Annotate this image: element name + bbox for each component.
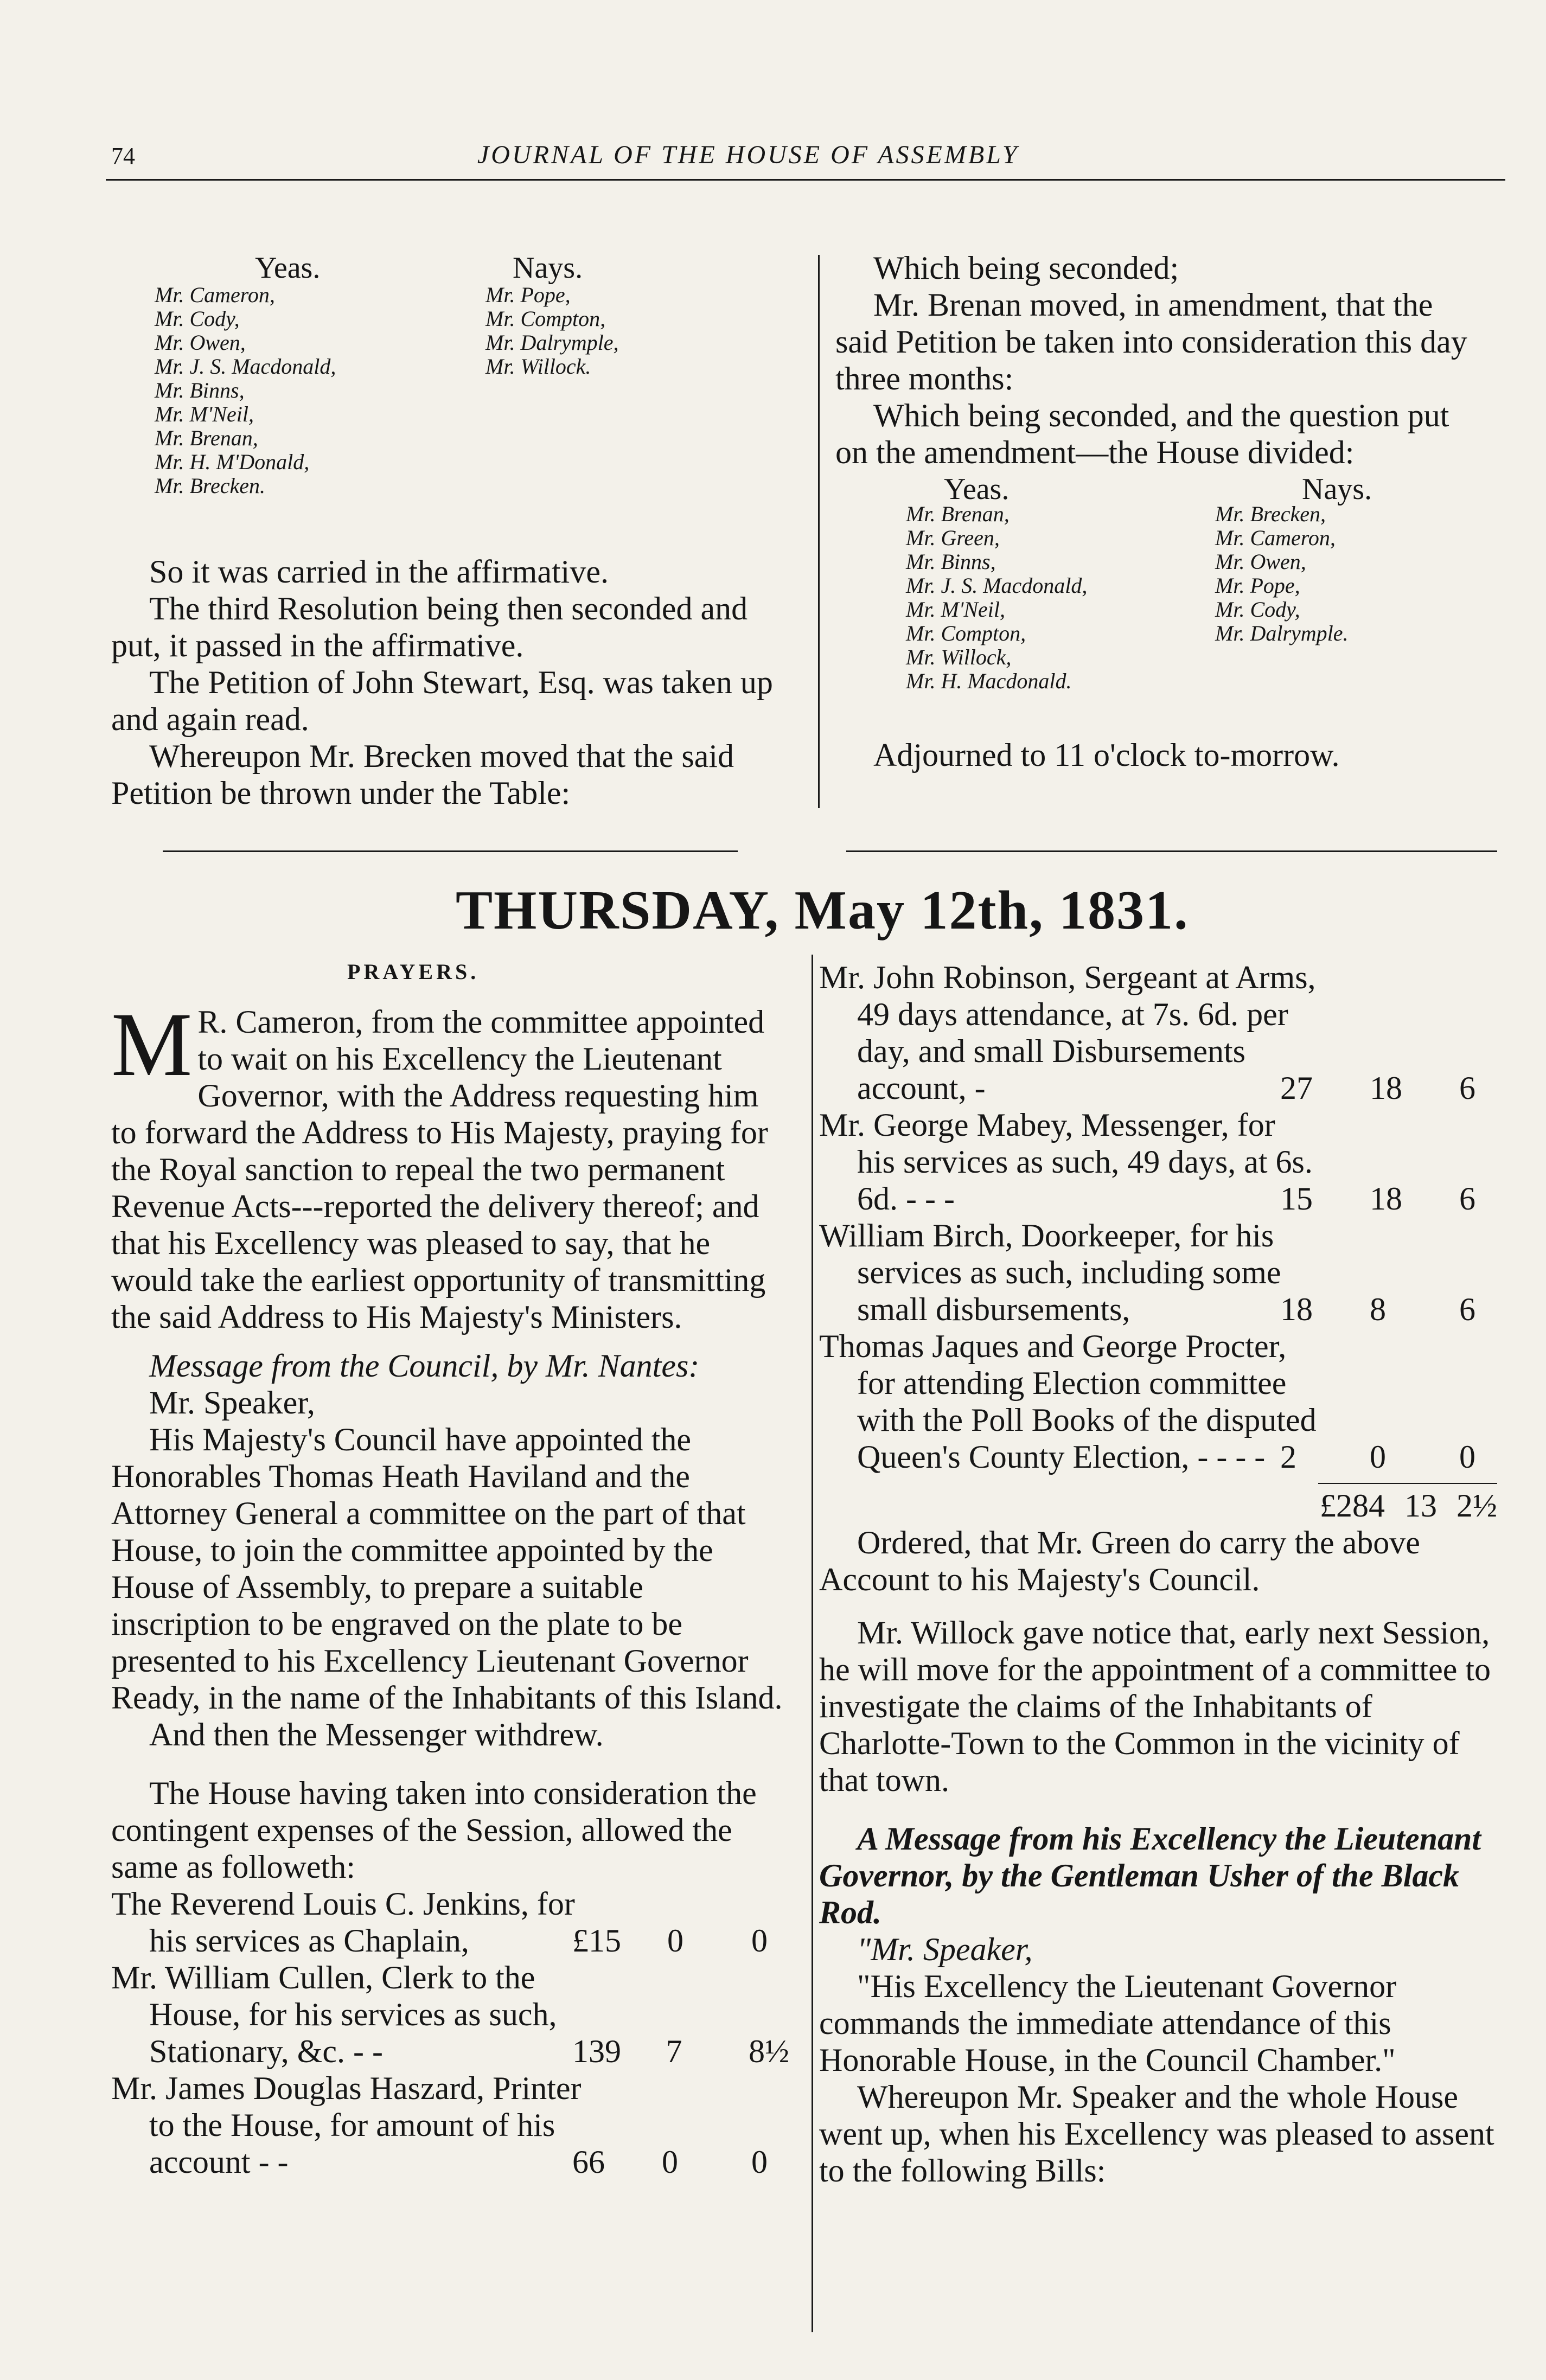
list-item: Mr. Cameron, — [155, 283, 275, 307]
list-item: Mr. Owen, — [1215, 549, 1306, 574]
paragraph: So it was carried in the affirmative. — [149, 554, 609, 590]
yeas-label: Yeas. — [944, 472, 1010, 506]
message-body: His Majesty's Council have appointed the Honorables Thomas Heath Haviland and the Attorney General a committee on the part of that House, to join the committee appointed by the House of Assembly, to prepare a suitable inscription to be engraved on the plate to be presented to his Excellency Lieutenant Governor Ready, in the name of the Inhabitants of this Island. — [111, 1422, 783, 1716]
list-item: Mr. Dalrymple, — [485, 330, 619, 355]
paragraph: Whereupon Mr. Brecken moved that the said Petition be thrown under the Table: — [111, 738, 734, 811]
column-divider — [812, 955, 813, 2332]
list-item: Mr. M'Neil, — [155, 402, 254, 426]
account-entry: Mr. John Robinson, Sergeant at Arms, 49 days attendance, at 7s. 6d. per day, and small Disbursements account, - 27 18 6 — [819, 959, 1475, 1106]
message-speaker: Mr. Speaker, — [149, 1385, 315, 1421]
message-body: "His Excellency the Lieutenant Governor commands the immediate attendance of this Honorable House, in the Council Chamber." — [819, 1968, 1397, 2078]
list-item: Mr. Dalrymple. — [1215, 621, 1349, 645]
nays-list — [1215, 502, 1349, 645]
total-rule — [1318, 1483, 1497, 1484]
yeas-label: Yeas. — [255, 251, 321, 285]
top-left-column — [111, 249, 800, 811]
list-item: Mr. Binns, — [155, 378, 245, 402]
paragraph: Ordered, that Mr. Green do carry the above Account to his Majesty's Council. — [819, 1525, 1420, 1597]
header-rule — [106, 179, 1505, 181]
top-right-column — [835, 249, 1481, 773]
list-item: Mr. Compton, — [485, 306, 606, 331]
drop-cap: M — [111, 994, 193, 1095]
paragraph: And then the Messenger withdrew. — [149, 1717, 604, 1752]
committee-report: M R. Cameron, from the committee appointed to wait on his Excellency the Lieutenant Governor, with the Address requesting him to forward the Address to His Majesty, praying for the Royal sanction to repeal the two permanent Revenue Acts---reported the delivery thereof; and that his Excellency was pleased to say, that he would take the earliest opportunity of transmitting the said Address to His Majesty's Ministers. — [111, 994, 768, 1335]
paragraph: Which being seconded; — [873, 250, 1179, 286]
account-entry: Mr. George Mabey, Messenger, for his services as such, 49 days, at 6s. 6d. - - - 15 18 6 — [819, 1107, 1475, 1217]
prayers-heading: PRAYERS. — [347, 959, 480, 984]
paragraph: Mr. Willock gave notice that, early next Session, he will move for the appointment of a committee to investigate the claims of the Inhabitants of Charlotte-Town to the Common in the vicinity of that town. — [819, 1615, 1491, 1798]
lower-left-column — [111, 994, 789, 2180]
nays-label: Nays. — [1302, 472, 1372, 506]
list-item: Mr. Willock. — [485, 354, 591, 379]
list-item: Mr. Willock, — [906, 645, 1012, 669]
day-heading: THURSDAY, May 12th, 1831. — [456, 880, 1189, 941]
list-item: Mr. Brenan, — [155, 426, 258, 450]
running-head: JOURNAL OF THE HOUSE OF ASSEMBLY — [477, 140, 1019, 169]
account-entry: William Birch, Doorkeeper, for his services as such, including some small disbursements, 18 8 6 — [819, 1218, 1475, 1327]
page-number: 74 — [111, 143, 135, 169]
list-item: Mr. M'Neil, — [906, 597, 1005, 622]
message-speaker: "Mr. Speaker, — [857, 1931, 1033, 1967]
paragraph: The Petition of John Stewart, Esq. was taken up and again read. — [111, 664, 773, 737]
list-item: Mr. H. Macdonald. — [906, 669, 1072, 693]
list-item: Mr. H. M'Donald, — [155, 450, 310, 474]
list-item: Mr. J. S. Macdonald, — [155, 354, 336, 379]
yeas-list — [155, 283, 336, 498]
list-item: Mr. Pope, — [1215, 573, 1300, 598]
message-heading: Message from the Council, by Mr. Nantes: — [149, 1348, 700, 1384]
account-entry: Thomas Jaques and George Procter, for attending Election committee with the Poll Books of the disputed Queen's County Election, - - - - 2 0 0 — [819, 1328, 1475, 1475]
lower-right-column — [819, 959, 1497, 2189]
list-item: Mr. Brenan, — [906, 502, 1010, 526]
column-divider — [818, 255, 820, 808]
list-item: Mr. Compton, — [906, 621, 1026, 645]
paragraph: Whereupon Mr. Speaker and the whole House went up, when his Excellency was pleased to assent to the following Bills: — [819, 2079, 1494, 2189]
paragraph: The third Resolution being then seconded and put, it passed in the affirmative. — [111, 591, 748, 663]
section-rule — [163, 850, 738, 852]
nays-label: Nays. — [513, 251, 583, 285]
message-heading: A Message from his Excellency the Lieutenant Governor, by the Gentleman Usher of the Black Rod. — [819, 1821, 1481, 1930]
list-item: Mr. Brecken. — [155, 474, 265, 498]
yeas-list — [906, 502, 1087, 693]
division-list-2 — [835, 471, 1481, 726]
section-rule — [846, 850, 1497, 852]
list-item: Mr. Cody, — [155, 306, 240, 331]
adjourned-note: Adjourned to 11 o'clock to-morrow. — [873, 737, 1340, 773]
division-list-1 — [111, 249, 800, 553]
account-entry: Mr. William Cullen, Clerk to the House, for his services as such, Stationary, &c. - - 139 7 8½ — [111, 1960, 789, 2069]
account-entry: Mr. James Douglas Haszard, Printer to the House, for amount of his account - - 66 0 0 — [111, 2070, 768, 2180]
list-item: Mr. Cody, — [1215, 597, 1300, 622]
paragraph: The House having taken into consideration the contingent expenses of the Session, allowed the same as followeth: — [111, 1775, 757, 1885]
account-entry: The Reverend Louis C. Jenkins, for his services as Chaplain, £15 0 0 — [111, 1886, 768, 1959]
nays-list — [485, 283, 619, 379]
list-item: Mr. Binns, — [906, 549, 996, 574]
paragraph: Mr. Brenan moved, in amendment, that the said Petition be taken into consideration this day three months: — [835, 287, 1467, 396]
paragraph: Which being seconded, and the question put on the amendment—the House divided: — [835, 398, 1449, 470]
list-item: Mr. Green, — [906, 526, 1000, 550]
list-item: Mr. Brecken, — [1215, 502, 1326, 526]
account-total: £284 13 2½ — [1320, 1488, 1497, 1524]
list-item: Mr. J. S. Macdonald, — [906, 573, 1088, 598]
list-item: Mr. Owen, — [155, 330, 246, 355]
list-item: Mr. Cameron, — [1215, 526, 1336, 550]
list-item: Mr. Pope, — [485, 283, 571, 307]
